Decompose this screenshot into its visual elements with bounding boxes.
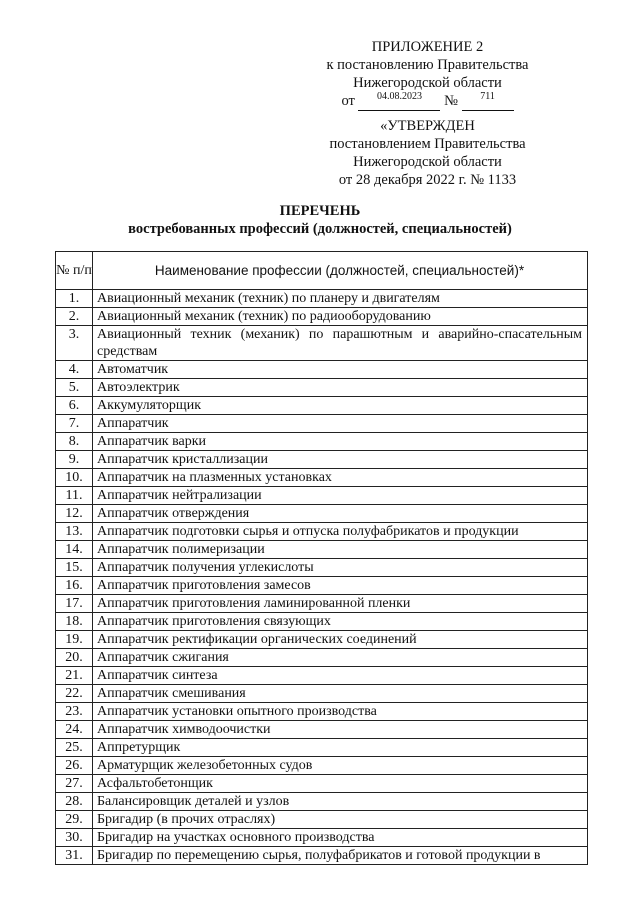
table-row	[56, 397, 588, 415]
row-number: 23.	[56, 703, 93, 721]
row-number: 22.	[56, 685, 93, 703]
row-profession-name: Аппаратчик отверждения	[93, 505, 588, 523]
approved-block	[310, 117, 545, 189]
row-profession-name: Аппаратчик	[93, 415, 588, 433]
row-profession-name: Аппаратчик химводоочистки	[93, 721, 588, 739]
table-row	[56, 505, 588, 523]
table-row	[56, 451, 588, 469]
table-row	[56, 721, 588, 739]
professions-table	[55, 251, 588, 865]
table-row	[56, 667, 588, 685]
table-row	[56, 559, 588, 577]
table-row	[56, 326, 588, 361]
number-label: №	[444, 93, 458, 109]
row-profession-name: Аппаратчик варки	[93, 433, 588, 451]
row-profession-name: Аппаратчик приготовления замесов	[93, 577, 588, 595]
table-row	[56, 847, 588, 865]
document-title: ПЕРЕЧЕНЬ	[279, 203, 361, 219]
row-profession-name: Бригадир на участках основного производства	[93, 829, 588, 847]
row-profession-name: Аппаратчик нейтрализации	[93, 487, 588, 505]
row-profession-name: Авиационный механик (техник) по планеру и двигателям	[93, 290, 588, 308]
from-label: от	[341, 93, 355, 109]
row-number: 10.	[56, 469, 93, 487]
row-number: 20.	[56, 649, 93, 667]
row-profession-name: Бригадир (в прочих отраслях)	[93, 811, 588, 829]
row-profession-name: Авиационный механик (техник) по радиооборудованию	[93, 308, 588, 326]
row-number: 16.	[56, 577, 93, 595]
appendix-region-line: Нижегородской области	[353, 75, 502, 91]
table-row	[56, 469, 588, 487]
row-number: 30.	[56, 829, 93, 847]
header-number: № п/п	[56, 252, 93, 290]
approved-date-line: от 28 декабря 2022 г. № 1133	[338, 172, 517, 188]
row-number: 13.	[56, 523, 93, 541]
document-subtitle: востребованных профессий (должностей, специальностей)	[128, 221, 512, 237]
row-number: 6.	[56, 397, 93, 415]
table-row	[56, 487, 588, 505]
number-field	[462, 92, 514, 111]
table-row	[56, 433, 588, 451]
table-row	[56, 613, 588, 631]
appendix-decree-line: к постановлению Правительства	[326, 57, 529, 73]
table-row	[56, 631, 588, 649]
table-row	[56, 379, 588, 397]
table-row	[56, 308, 588, 326]
table-row	[56, 793, 588, 811]
row-profession-name: Аккумуляторщик	[93, 397, 588, 415]
row-number: 2.	[56, 308, 93, 326]
row-profession-name: Аппаратчик смешивания	[93, 685, 588, 703]
date-value: 04.08.2023	[376, 91, 422, 102]
row-profession-name: Аппаратчик получения углекислоты	[93, 559, 588, 577]
table-row	[56, 595, 588, 613]
row-number: 14.	[56, 541, 93, 559]
row-number: 11.	[56, 487, 93, 505]
row-profession-name: Аппаратчик установки опытного производства	[93, 703, 588, 721]
approved-title: «УТВЕРЖДЕН	[380, 118, 475, 134]
approved-region-line: Нижегородской области	[353, 154, 502, 170]
row-profession-name: Аппретурщик	[93, 739, 588, 757]
row-profession-name: Аппаратчик сжигания	[93, 649, 588, 667]
approved-decree-line: постановлением Правительства	[329, 136, 526, 152]
row-number: 5.	[56, 379, 93, 397]
table-row	[56, 361, 588, 379]
table-row	[56, 415, 588, 433]
row-number: 1.	[56, 290, 93, 308]
row-profession-name: Аппаратчик синтеза	[93, 667, 588, 685]
row-profession-name: Балансировщик деталей и узлов	[93, 793, 588, 811]
row-number: 12.	[56, 505, 93, 523]
number-value: 711	[480, 91, 495, 102]
row-profession-name: Аппаратчик на плазменных установках	[93, 469, 588, 487]
row-number: 18.	[56, 613, 93, 631]
row-profession-name: Арматурщик железобетонных судов	[93, 757, 588, 775]
row-number: 25.	[56, 739, 93, 757]
appendix-title: ПРИЛОЖЕНИЕ 2	[371, 39, 484, 55]
table-row	[56, 523, 588, 541]
row-number: 19.	[56, 631, 93, 649]
table-row	[56, 739, 588, 757]
table-row	[56, 649, 588, 667]
table-row	[56, 290, 588, 308]
table-row	[56, 775, 588, 793]
row-number: 8.	[56, 433, 93, 451]
appendix-date-number-line	[310, 92, 545, 112]
row-profession-name: Бригадир по перемещению сырья, полуфабрикатов и готовой продукции в	[93, 847, 588, 865]
table-header-row	[56, 252, 588, 290]
header-name: Наименование профессии (должностей, специальностей)*	[93, 252, 588, 290]
table-row	[56, 757, 588, 775]
table-row	[56, 811, 588, 829]
row-number: 15.	[56, 559, 93, 577]
row-number: 3.	[56, 326, 93, 361]
table-row	[56, 541, 588, 559]
row-number: 4.	[56, 361, 93, 379]
row-profession-name: Аппаратчик полимеризации	[93, 541, 588, 559]
table-row	[56, 829, 588, 847]
date-field	[358, 92, 440, 111]
row-profession-name: Асфальтобетонщик	[93, 775, 588, 793]
row-number: 21.	[56, 667, 93, 685]
row-profession-name: Автоэлектрик	[93, 379, 588, 397]
row-profession-name: Авиационный техник (механик) по парашютным и аварийно-спасательным средствам	[93, 326, 588, 361]
row-profession-name: Аппаратчик приготовления ламинированной пленки	[93, 595, 588, 613]
table-row	[56, 577, 588, 595]
row-number: 7.	[56, 415, 93, 433]
row-number: 9.	[56, 451, 93, 469]
table-row	[56, 685, 588, 703]
row-profession-name: Аппаратчик подготовки сырья и отпуска полуфабрикатов и продукции	[93, 523, 588, 541]
appendix-block	[310, 38, 545, 112]
row-profession-name: Аппаратчик ректификации органических соединений	[93, 631, 588, 649]
row-number: 28.	[56, 793, 93, 811]
row-number: 31.	[56, 847, 93, 865]
table-row	[56, 703, 588, 721]
row-number: 29.	[56, 811, 93, 829]
table-body	[56, 290, 588, 865]
row-number: 17.	[56, 595, 93, 613]
row-profession-name: Автоматчик	[93, 361, 588, 379]
row-profession-name: Аппаратчик кристаллизации	[93, 451, 588, 469]
row-number: 27.	[56, 775, 93, 793]
row-number: 26.	[56, 757, 93, 775]
row-profession-name: Аппаратчик приготовления связующих	[93, 613, 588, 631]
row-number: 24.	[56, 721, 93, 739]
